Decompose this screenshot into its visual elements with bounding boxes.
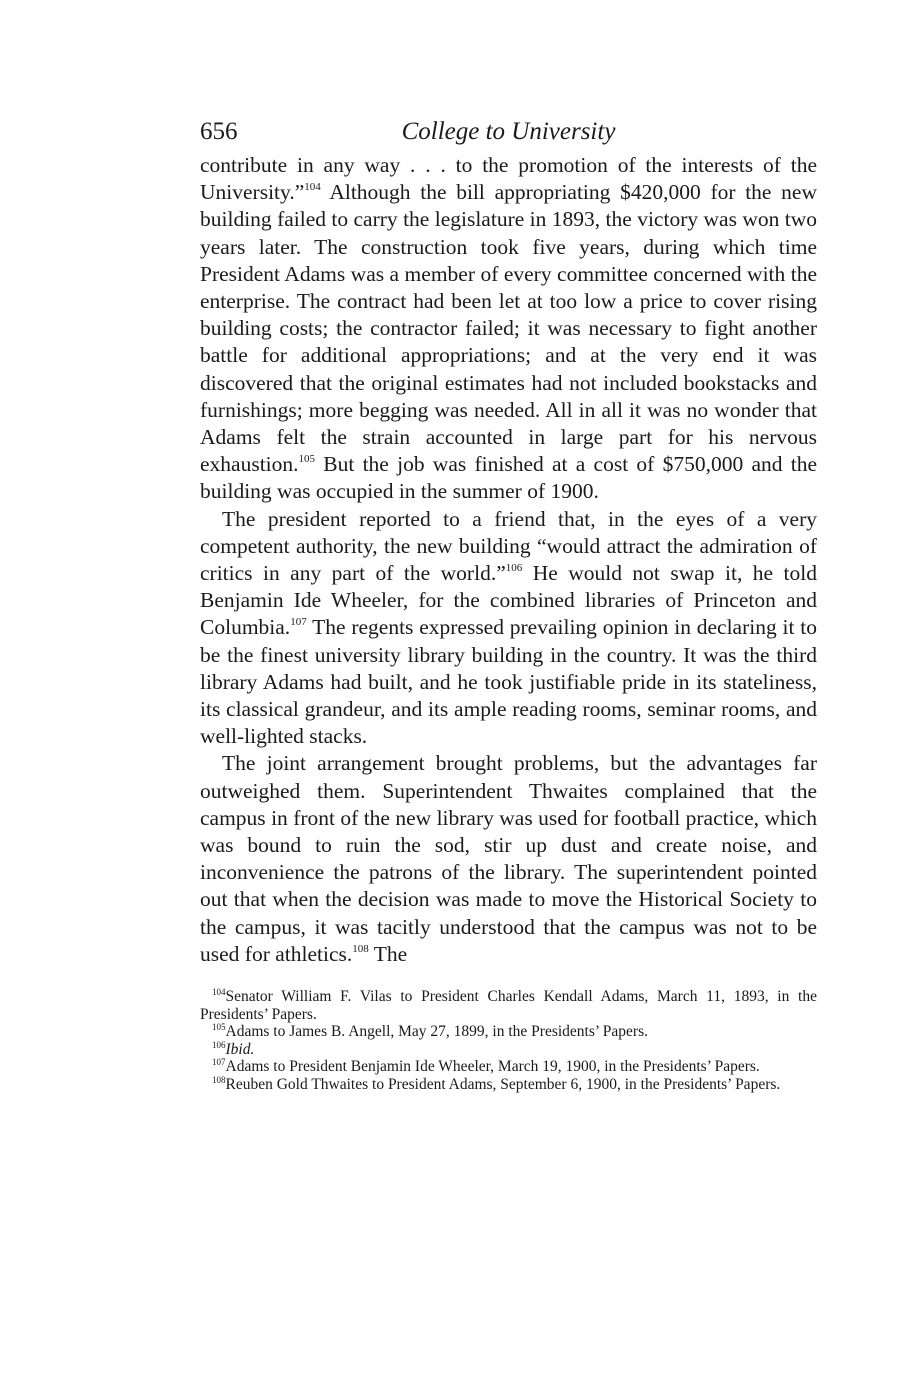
footnote-text: Adams to James B. Angell, May 27, 1899, in the Presidents’ Papers.: [225, 1023, 648, 1041]
footnote-number: 106: [212, 1039, 226, 1050]
paragraph-1: [200, 152, 817, 506]
paragraph-3: [200, 750, 817, 968]
footnote-104: [200, 988, 817, 1023]
body-text: [200, 152, 817, 968]
paragraph-text: The: [368, 941, 408, 966]
paragraph-text: Although the bill appropriating $420,000 for the new building failed to carry the legislature in 1893, the victory was won two years later. The construction took five years, during which time President Adams was a member of every committee concerned with the enterprise. The contract had been let at too low a price to cover rising building costs; the contractor failed; it was necessary to fight another battle for additional appropriations; and at the very end it was discovered that the original estimates had not included bookstacks and furnishings; more begging was needed. All in all it was no wonder that Adams felt the strain accounted in large part for his nervous exhaustion.: [200, 180, 817, 477]
running-head: [200, 118, 817, 152]
footnote-ref-106[interactable]: 106: [505, 562, 523, 575]
footnotes: [200, 988, 817, 1094]
footnote-107: [200, 1058, 817, 1076]
paragraph-text: The joint arrangement brought problems, but the advantages far outweighed them. Superintendent Thwaites complained that the campus in front of the new library was used for football practice, which was bound to ruin the sod, stir up dust and create noise, and inconvenience the patrons of the library. The superintendent pointed out that when the decision was made to move the Historical Society to the campus, it was tacitly understood that the campus was not to be used for athletics.: [200, 751, 817, 966]
book-page: [200, 118, 817, 1094]
footnote-108: [200, 1076, 817, 1094]
footnote-ref-107[interactable]: 107: [290, 616, 307, 629]
footnote-number: 107: [212, 1057, 226, 1068]
footnote-text: Senator William F. Vilas to President Charles Kendall Adams, March 11, 1893, in the Presidents’ Papers.: [200, 988, 817, 1023]
paragraph-text: But the job was finished at a cost of $750,000 and the building was occupied in the summer of 1900.: [200, 452, 817, 504]
footnote-text: Reuben Gold Thwaites to President Adams, September 6, 1900, in the Presidents’ Papers.: [225, 1076, 781, 1094]
footnote-text: Adams to President Benjamin Ide Wheeler, March 19, 1900, in the Presidents’ Papers.: [225, 1058, 760, 1076]
paragraph-text: contribute in any way . . . to the promotion of the interests of the University.”: [200, 153, 817, 205]
footnote-ref-104[interactable]: 104: [304, 181, 321, 194]
footnote-number: 108: [212, 1075, 226, 1086]
footnote-number: 104: [212, 987, 226, 998]
footnote-106: [200, 1041, 817, 1059]
footnote-ref-108[interactable]: 108: [352, 942, 369, 955]
paragraph-2: [200, 506, 817, 751]
paragraph-text: The regents expressed prevailing opinion in declaring it to be the finest university library building in the country. It was the third library Adams had built, and he took justifiable pride in its stateliness, its classical grandeur, and its ample reading rooms, seminar rooms, and well-lighted stacks.: [200, 615, 817, 749]
running-title: College to University: [401, 118, 616, 145]
footnote-text: Ibid.: [225, 1040, 255, 1058]
paragraph-text: He would not swap it, he told Benjamin Ide Wheeler, for the combined libraries of Princeton and Columbia.: [200, 561, 817, 640]
page-number: 656: [200, 118, 238, 145]
footnote-number: 105: [212, 1022, 226, 1033]
paragraph-text: The president reported to a friend that, in the eyes of a very competent authority, the new building “would attract the admiration of critics in any part of the world.”: [200, 506, 817, 586]
footnote-105: [200, 1023, 817, 1041]
footnote-ref-105[interactable]: 105: [298, 453, 316, 466]
